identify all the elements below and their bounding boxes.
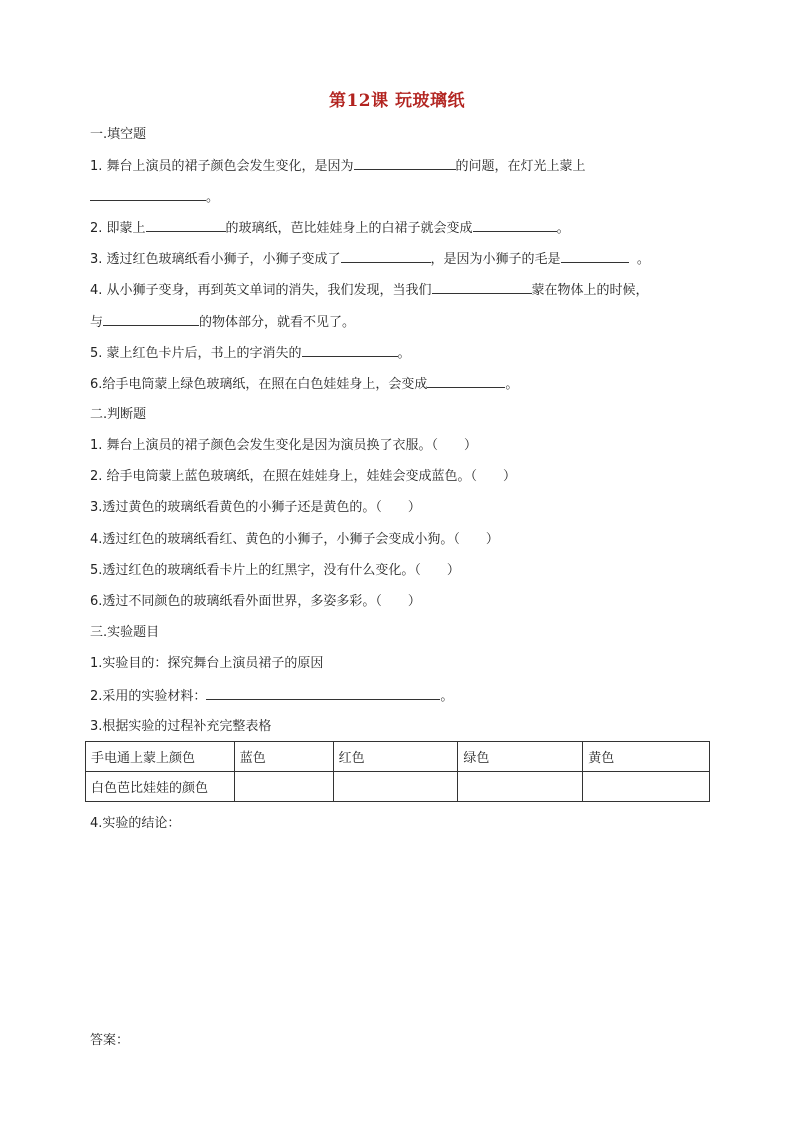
question-fill-1 — [90, 157, 586, 176]
page-title: 第12课 玩玻璃纸 — [328, 91, 466, 111]
question-text: 5. 蒙上红色卡片后，书上的字消失的 — [90, 346, 302, 361]
table-cell-answer[interactable] — [458, 772, 583, 802]
question-text: 2.采用的实验材料： — [90, 689, 207, 704]
question-text: 4. 从小狮子变身，再到英文单词的消失，我们发现，当我们 — [90, 283, 432, 298]
question-text: 2. 即蒙上 — [90, 221, 146, 236]
table-cell: 手电通上蒙上颜色 — [86, 742, 235, 772]
question-text: 蒙在物体上的时候， — [531, 283, 649, 298]
experiment-purpose: 1.实验目的：探究舞台上演员裙子的原因 — [90, 656, 324, 671]
section-heading-fill-in: 一.填空题 — [90, 127, 147, 142]
section-heading-experiment: 三.实验题目 — [90, 625, 160, 640]
question-text: 6.给手电筒蒙上绿色玻璃纸，在照在白色娃娃身上，会变成 — [90, 377, 428, 392]
table-cell-answer[interactable] — [583, 772, 710, 802]
table-cell-answer[interactable] — [333, 772, 458, 802]
question-judge-3: 3.透过黄色的玻璃纸看黄色的小狮子还是黄色的。（ ） — [90, 500, 421, 515]
answer-blank[interactable] — [341, 250, 431, 263]
question-fill-1-cont — [90, 188, 219, 207]
answer-blank[interactable] — [146, 219, 226, 232]
question-text: 的玻璃纸，芭比娃娃身上的白裙子就会变成 — [225, 221, 473, 236]
question-text: 的问题，在灯光上蒙上 — [455, 159, 586, 174]
answer-blank[interactable] — [561, 250, 629, 263]
answer-blank[interactable] — [206, 687, 440, 700]
question-text: ，是因为小狮子的毛是 — [430, 252, 561, 267]
question-judge-6: 6.透过不同颜色的玻璃纸看外面世界，多姿多彩。（ ） — [90, 594, 421, 609]
question-fill-6 — [90, 375, 518, 394]
experiment-materials — [90, 687, 453, 706]
question-text: 。 — [397, 346, 411, 361]
question-fill-2 — [90, 219, 570, 238]
answer-blank[interactable] — [302, 344, 398, 357]
answer-blank[interactable] — [427, 375, 505, 388]
question-judge-4: 4.透过红色的玻璃纸看红、黄色的小狮子，小狮子会变成小狗。（ ） — [90, 532, 499, 547]
question-text: 的物体部分，就看不见了。 — [199, 315, 356, 330]
table-cell: 蓝色 — [234, 742, 333, 772]
table-row — [86, 742, 710, 772]
section-heading-true-false: 二.判断题 — [90, 407, 147, 422]
table-cell: 黄色 — [583, 742, 710, 772]
table-cell-answer[interactable] — [234, 772, 333, 802]
answer-blank[interactable] — [473, 219, 557, 232]
question-fill-5 — [90, 344, 411, 363]
answer-blank[interactable] — [354, 157, 456, 170]
table-cell: 绿色 — [458, 742, 583, 772]
question-fill-3 — [90, 250, 650, 269]
question-text: 1. 舞台上演员的裙子颜色会发生变化，是因为 — [90, 159, 354, 174]
table-cell: 白色芭比娃娃的颜色 — [86, 772, 235, 802]
experiment-conclusion: 4.实验的结论： — [90, 816, 181, 831]
table-cell: 红色 — [333, 742, 458, 772]
question-text: 与 — [90, 315, 104, 330]
question-text: 。 — [505, 377, 519, 392]
answer-label: 答案： — [90, 1033, 130, 1048]
question-text: 。 — [440, 689, 454, 704]
question-judge-1: 1. 舞台上演员的裙子颜色会发生变化是因为演员换了衣服。（ ） — [90, 438, 478, 453]
question-text: 。 — [206, 190, 220, 205]
answer-blank[interactable] — [432, 281, 532, 294]
experiment-table-instruction: 3.根据实验的过程补充完整表格 — [90, 719, 272, 734]
question-judge-5: 5.透过红色的玻璃纸看卡片上的红黑字，没有什么变化。（ ） — [90, 563, 460, 578]
question-text: 。 — [636, 252, 650, 267]
answer-blank[interactable] — [90, 188, 206, 201]
table-row — [86, 772, 710, 802]
question-fill-4-cont — [90, 313, 355, 332]
question-judge-2: 2. 给手电筒蒙上蓝色玻璃纸，在照在娃娃身上，娃娃会变成蓝色。（ ） — [90, 469, 517, 484]
question-text: 。 — [556, 221, 570, 236]
answer-blank[interactable] — [103, 313, 199, 326]
question-fill-4 — [90, 281, 649, 300]
question-text: 3. 透过红色玻璃纸看小狮子，小狮子变成了 — [90, 252, 341, 267]
experiment-table — [85, 741, 710, 802]
